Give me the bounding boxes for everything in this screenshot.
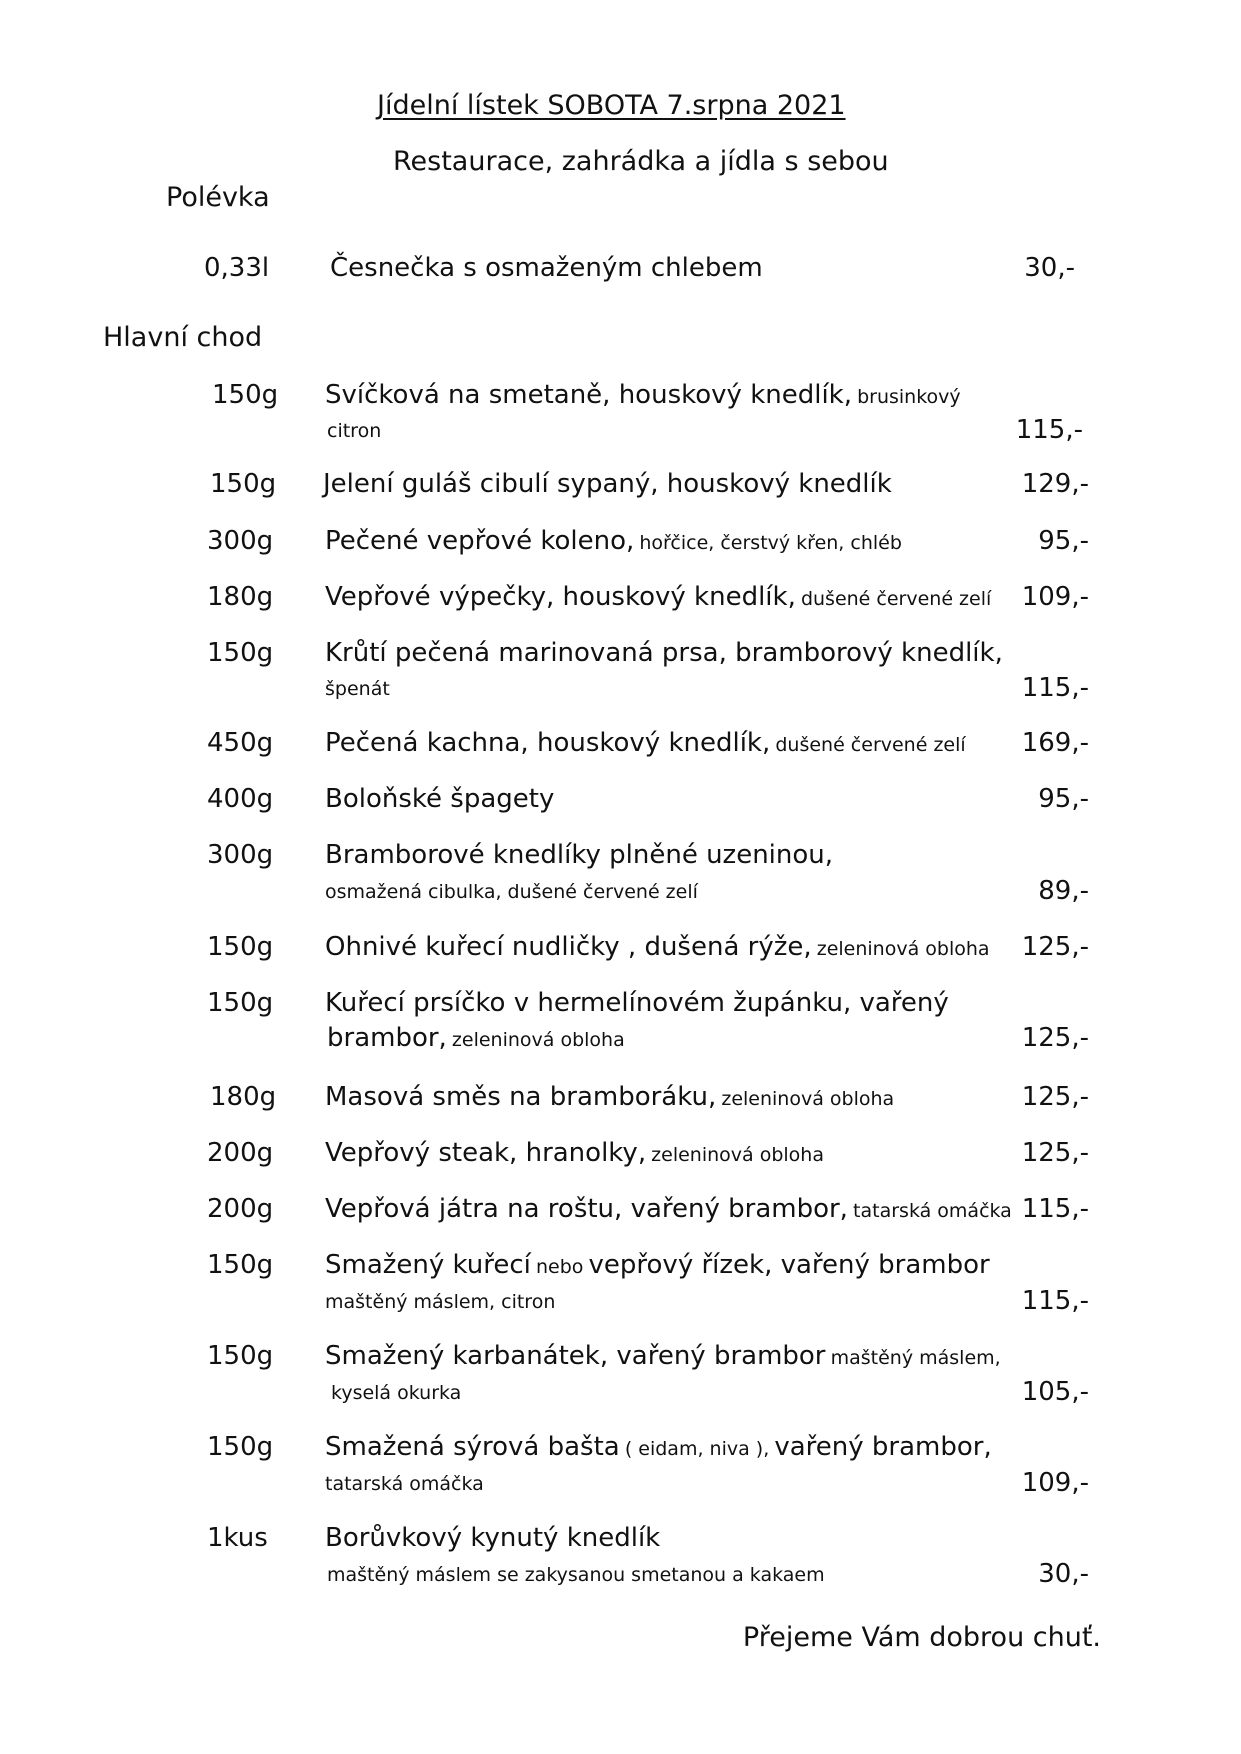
item-weight: 300g bbox=[207, 526, 274, 556]
item-side: zeleninová obloha bbox=[451, 1029, 625, 1051]
item-side: hořčice, čerstvý křen, chléb bbox=[639, 532, 902, 554]
item-weight: 200g bbox=[207, 1138, 274, 1168]
soup-weight: 0,33l bbox=[204, 253, 270, 283]
item-weight: 150g bbox=[207, 1341, 274, 1371]
item-name: Smažený karbanátek, vařený brambor bbox=[325, 1341, 826, 1371]
item-name: Bramborové knedlíky plněné uzeninou, bbox=[325, 840, 834, 870]
item-line1 bbox=[325, 932, 990, 962]
item-name: Jelení guláš cibulí sypaný, houskový knedlík bbox=[323, 469, 892, 499]
item-side-line2: citron bbox=[327, 420, 382, 442]
item-name: Vepřová játra na roštu, vařený brambor, bbox=[325, 1194, 848, 1224]
footer-greeting: Přejeme Vám dobrou chuť. bbox=[742, 1622, 1101, 1653]
item-line1 bbox=[325, 582, 991, 612]
item-line1 bbox=[325, 728, 966, 758]
item-side: ( eidam, niva ), bbox=[624, 1438, 770, 1460]
menu-title: Jídelní lístek SOBOTA 7.srpna 2021 bbox=[377, 90, 846, 121]
item-price: 30,- bbox=[1038, 1559, 1089, 1589]
item-name-cont: vařený brambor, bbox=[774, 1432, 992, 1462]
item-line1 bbox=[325, 1432, 992, 1462]
item-side-line2: maštěný máslem, citron bbox=[325, 1291, 556, 1313]
item-line1 bbox=[325, 1138, 824, 1168]
section-soup: Polévka bbox=[166, 182, 270, 213]
item-line1 bbox=[325, 380, 961, 410]
item-weight: 300g bbox=[207, 840, 274, 870]
item-side: dušené červené zelí bbox=[775, 734, 966, 756]
soup-name: Česnečka s osmaženým chlebem bbox=[330, 253, 763, 283]
item-side: dušené červené zelí bbox=[800, 588, 992, 610]
item-side-line2: maštěný máslem se zakysanou smetanou a kakaem bbox=[327, 1564, 825, 1586]
menu-subtitle: Restaurace, zahrádka a jídla s sebou bbox=[393, 146, 889, 177]
item-price: 125,- bbox=[1021, 1082, 1089, 1112]
item-name: Svíčková na smetaně, houskový knedlík, bbox=[325, 380, 852, 410]
item-name: Ohnivé kuřecí nudličky , dušená rýže, bbox=[325, 932, 812, 962]
item-price: 115,- bbox=[1021, 1194, 1089, 1224]
item-connector: nebo bbox=[536, 1256, 584, 1278]
item-weight: 150g bbox=[207, 932, 274, 962]
item-side: zeleninová obloha bbox=[651, 1144, 824, 1166]
item-side-line2: osmažená cibulka, dušené červené zelí bbox=[325, 881, 698, 903]
item-price: 105,- bbox=[1021, 1377, 1089, 1407]
item-side-line2: tatarská omáčka bbox=[325, 1473, 484, 1495]
item-price: 109,- bbox=[1021, 582, 1089, 612]
item-price: 115,- bbox=[1021, 1286, 1089, 1316]
soup-price: 30,- bbox=[1024, 253, 1075, 283]
item-price: 115,- bbox=[1021, 673, 1089, 703]
item-name: Smažený kuřecí bbox=[325, 1250, 531, 1280]
item-line1 bbox=[325, 1250, 990, 1280]
item-weight: 150g bbox=[210, 469, 277, 499]
item-weight: 200g bbox=[207, 1194, 274, 1224]
item-side-line2: špenát bbox=[325, 678, 390, 700]
item-side: tatarská omáčka bbox=[853, 1200, 1012, 1222]
item-price: 95,- bbox=[1038, 526, 1089, 556]
item-name: Pečené vepřové koleno, bbox=[325, 526, 635, 556]
item-name: Smažená sýrová bašta bbox=[325, 1432, 620, 1462]
item-weight: 150g bbox=[207, 1250, 274, 1280]
item-name: Masová směs na bramboráku, bbox=[325, 1082, 717, 1112]
item-weight: 150g bbox=[207, 988, 274, 1018]
item-weight: 150g bbox=[207, 638, 274, 668]
item-price: 169,- bbox=[1021, 728, 1089, 758]
item-weight: 180g bbox=[210, 1082, 277, 1112]
item-name: Vepřové výpečky, houskový knedlík, bbox=[325, 582, 796, 612]
item-weight: 180g bbox=[207, 582, 274, 612]
item-weight: 1kus bbox=[207, 1523, 268, 1553]
item-price: 109,- bbox=[1021, 1468, 1089, 1498]
item-price: 115,- bbox=[1015, 415, 1083, 445]
item-line1 bbox=[325, 1082, 894, 1112]
item-name: Pečená kachna, houskový knedlík, bbox=[325, 728, 771, 758]
item-weight: 150g bbox=[212, 380, 279, 410]
item-name: Kuřecí prsíčko v hermelínovém župánku, vařený bbox=[325, 988, 949, 1018]
item-side: zeleninová obloha bbox=[816, 938, 990, 960]
item-price: 129,- bbox=[1021, 469, 1089, 499]
item-line2 bbox=[327, 1023, 625, 1053]
item-side: zeleninová obloha bbox=[721, 1088, 895, 1110]
item-side-line2: kyselá okurka bbox=[331, 1382, 462, 1404]
item-line1 bbox=[325, 1194, 1012, 1224]
item-name-cont: brambor, bbox=[327, 1023, 447, 1053]
item-name: Vepřový steak, hranolky, bbox=[325, 1138, 647, 1168]
item-weight: 450g bbox=[207, 728, 274, 758]
item-price: 95,- bbox=[1038, 784, 1089, 814]
item-line1 bbox=[325, 1341, 1001, 1371]
item-side: brusinkový bbox=[857, 386, 961, 408]
item-price: 125,- bbox=[1021, 932, 1089, 962]
item-name-cont: vepřový řízek, vařený brambor bbox=[588, 1250, 990, 1280]
item-weight: 150g bbox=[207, 1432, 274, 1462]
item-weight: 400g bbox=[207, 784, 274, 814]
item-price: 125,- bbox=[1021, 1138, 1089, 1168]
item-price: 125,- bbox=[1021, 1023, 1089, 1053]
item-name: Borůvkový kynutý knedlík bbox=[325, 1523, 661, 1553]
item-name: Krůtí pečená marinovaná prsa, bramborový knedlík, bbox=[325, 638, 1003, 668]
section-main: Hlavní chod bbox=[103, 322, 263, 353]
item-side: maštěný máslem, bbox=[830, 1347, 1001, 1369]
item-price: 89,- bbox=[1038, 876, 1089, 906]
item-line1 bbox=[325, 526, 902, 556]
item-name: Boloňské špagety bbox=[325, 784, 555, 814]
